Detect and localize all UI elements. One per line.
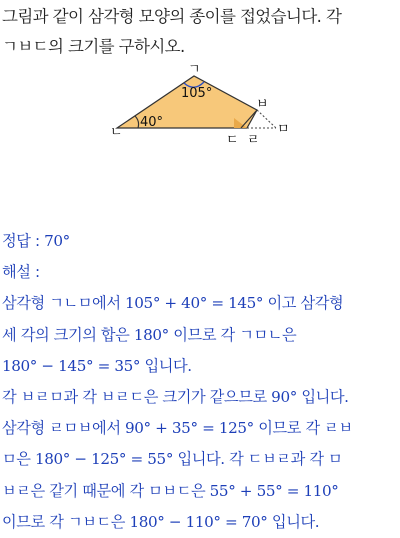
explanation-line: 세 각의 크기의 합은 180° 이므로 각 ㄱㅁㄴ은 — [2, 325, 297, 344]
question-line-2: ㄱㅂㄷ의 크기를 구하시오. — [2, 37, 185, 56]
question — [2, 2, 398, 62]
point-label-f: ㅁ — [277, 122, 290, 137]
question-line-1: 그림과 같이 삼각형 모양의 종이를 접었습니다. 각 — [2, 7, 342, 26]
answer-section — [2, 226, 400, 538]
explanation-line: 180° − 145° = 35° 입니다. — [2, 356, 192, 375]
explanation-line: 삼각형 ㄱㄴㅁ에서 105° + 40° = 145° 이고 삼각형 — [2, 294, 344, 313]
explanation-line: ㅁ은 180° − 125° = 55° 입니다. 각 ㄷㅂㄹ과 각 ㅁ — [2, 450, 343, 469]
point-label-d: ㄹ — [247, 133, 260, 146]
explanation-line: 각 ㅂㄹㅁ과 각 ㅂㄹㄷ은 크기가 같으므로 90° 입니다. — [2, 387, 349, 406]
angle-label-top: 105° — [181, 86, 213, 101]
answer-label: 정답 : — [2, 232, 40, 250]
explanation-line: 삼각형 ㄹㅁㅂ에서 90° + 35° = 125° 이므로 각 ㄹㅂ — [2, 419, 353, 438]
explanation-label: 해설 : — [2, 263, 40, 282]
point-label-b: ㄴ — [110, 125, 123, 140]
point-label-e: ㅂ — [256, 97, 269, 112]
explanation-line: 이므로 각 ㄱㅂㄷ은 180° − 110° = 70° 입니다. — [2, 512, 320, 531]
angle-label-left: 40° — [140, 115, 164, 130]
explanation-line: ㅂㄹ은 같기 때문에 각 ㅁㅂㄷ은 55° + 55° = 110° — [2, 481, 339, 500]
folded-triangle-figure — [110, 64, 300, 146]
point-label-c: ㄷ — [226, 133, 239, 146]
answer-row — [2, 226, 400, 257]
point-label-a: ㄱ — [188, 64, 201, 77]
dotted-edge-1 — [257, 110, 276, 128]
answer-value: 70° — [44, 232, 70, 250]
